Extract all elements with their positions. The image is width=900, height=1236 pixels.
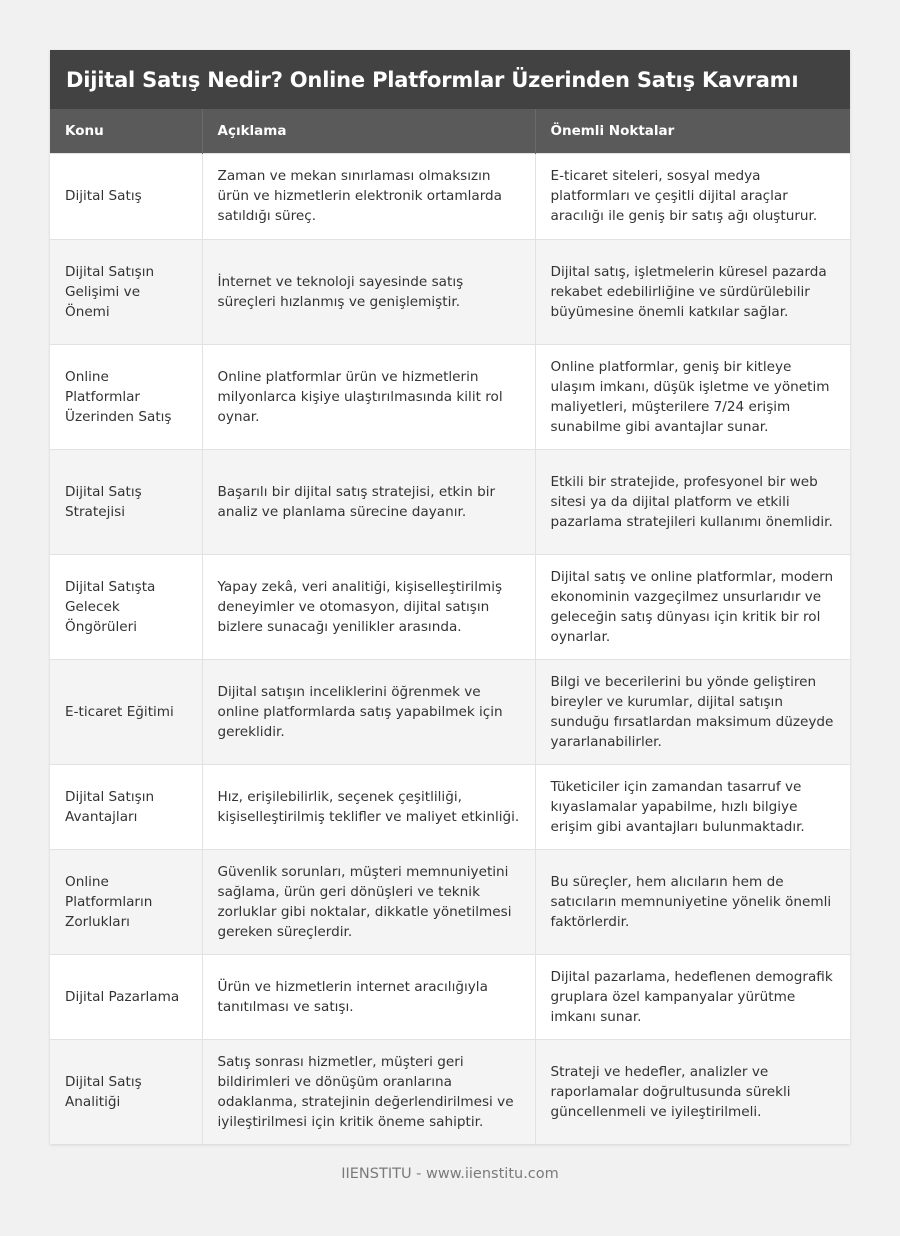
- footer-credit: IIENSTITU - www.iienstitu.com: [341, 1166, 559, 1182]
- cell-topic: Dijital Satışta Gelecek Öngörüleri: [50, 554, 202, 659]
- cell-key-points: Online platformlar, geniş bir kitleye ulaşım imkanı, düşük işletme ve yönetim maliyetleri, müşterilere 7/24 erişim sunabilme gibi avantajlar sunar.: [535, 344, 850, 449]
- cell-topic: Dijital Satışın Avantajları: [50, 764, 202, 849]
- cell-topic: Dijital Pazarlama: [50, 954, 202, 1039]
- cell-topic: Dijital Satış: [50, 153, 202, 239]
- cell-key-points: Dijital pazarlama, hedeflenen demografik gruplara özel kampanyalar yürütme imkanı sunar.: [535, 954, 850, 1039]
- cell-description: Güvenlik sorunları, müşteri memnuniyetini sağlama, ürün geri dönüşleri ve teknik zorluklar gibi noktalar, dikkatle yönetilmesi gereken süreçlerdir.: [202, 849, 535, 954]
- content-card: [50, 50, 850, 1144]
- cell-key-points: Dijital satış, işletmelerin küresel pazarda rekabet edebilirliğine ve sürdürülebilir büyümesine önemli katkılar sağlar.: [535, 239, 850, 344]
- table-row: [50, 344, 850, 449]
- cell-description: Zaman ve mekan sınırlaması olmaksızın ürün ve hizmetlerin elektronik ortamlarda satıldığı süreç.: [202, 153, 535, 239]
- table-header: [50, 109, 850, 153]
- cell-key-points: Strateji ve hedefler, analizler ve raporlamalar doğrultusunda sürekli güncellenmeli ve iyileştirilmeli.: [535, 1039, 850, 1144]
- cell-key-points: Bilgi ve becerilerini bu yönde geliştiren bireyler ve kurumlar, dijital satışın sunduğu fırsatlardan maksimum düzeyde yararlanabilirler.: [535, 659, 850, 764]
- cell-description: İnternet ve teknoloji sayesinde satış süreçleri hızlanmış ve genişlemiştir.: [202, 239, 535, 344]
- column-header-description: Açıklama: [202, 109, 535, 153]
- cell-key-points: Etkili bir stratejide, profesyonel bir web sitesi ya da dijital platform ve etkili pazarlama stratejileri kullanımı önemlidir.: [535, 449, 850, 554]
- cell-key-points: Bu süreçler, hem alıcıların hem de satıcıların memnuniyetine yönelik önemli faktörlerdir.: [535, 849, 850, 954]
- cell-topic: E-ticaret Eğitimi: [50, 659, 202, 764]
- cell-key-points: Dijital satış ve online platformlar, modern ekonominin vazgeçilmez unsurlarıdır ve geleceğin satış dünyası için kritik bir rol oynarlar.: [535, 554, 850, 659]
- table-row: [50, 764, 850, 849]
- table-row: [50, 554, 850, 659]
- cell-topic: Online Platformların Zorlukları: [50, 849, 202, 954]
- column-header-topic: Konu: [50, 109, 202, 153]
- table-row: [50, 1039, 850, 1144]
- cell-description: Satış sonrası hizmetler, müşteri geri bildirimleri ve dönüşüm oranlarına odaklanma, stratejinin değerlendirilmesi ve iyileştirilmesi için kritik öneme sahiptir.: [202, 1039, 535, 1144]
- cell-topic: Dijital Satış Analitiği: [50, 1039, 202, 1144]
- cell-description: Hız, erişilebilirlik, seçenek çeşitliliği, kişiselleştirilmiş teklifler ve maliyet etkinliği.: [202, 764, 535, 849]
- cell-description: Dijital satışın inceliklerini öğrenmek ve online platformlarda satış yapabilmek için gereklidir.: [202, 659, 535, 764]
- cell-topic: Dijital Satışın Gelişimi ve Önemi: [50, 239, 202, 344]
- cell-key-points: E-ticaret siteleri, sosyal medya platformları ve çeşitli dijital araçlar aracılığı ile geniş bir satış ağı oluşturur.: [535, 153, 850, 239]
- info-table: [50, 109, 850, 1144]
- column-header-key-points: Önemli Noktalar: [535, 109, 850, 153]
- cell-description: Başarılı bir dijital satış stratejisi, etkin bir analiz ve planlama sürecine dayanır.: [202, 449, 535, 554]
- table-row: [50, 449, 850, 554]
- cell-description: Online platformlar ürün ve hizmetlerin milyonlarca kişiye ulaştırılmasında kilit rol oynar.: [202, 344, 535, 449]
- table-row: [50, 954, 850, 1039]
- cell-description: Yapay zekâ, veri analitiği, kişiselleştirilmiş deneyimler ve otomasyon, dijital satışın bizlere sunacağı yenilikler arasında.: [202, 554, 535, 659]
- table-row: [50, 849, 850, 954]
- table-row: [50, 239, 850, 344]
- table-row: [50, 153, 850, 239]
- cell-topic: Online Platformlar Üzerinden Satış: [50, 344, 202, 449]
- cell-key-points: Tüketiciler için zamandan tasarruf ve kıyaslamalar yapabilme, hızlı bilgiye erişim gibi avantajları bulunmaktadır.: [535, 764, 850, 849]
- cell-description: Ürün ve hizmetlerin internet aracılığıyla tanıtılması ve satışı.: [202, 954, 535, 1039]
- cell-topic: Dijital Satış Stratejisi: [50, 449, 202, 554]
- table-row: [50, 659, 850, 764]
- page-title: Dijital Satış Nedir? Online Platformlar Üzerinden Satış Kavramı: [50, 50, 850, 109]
